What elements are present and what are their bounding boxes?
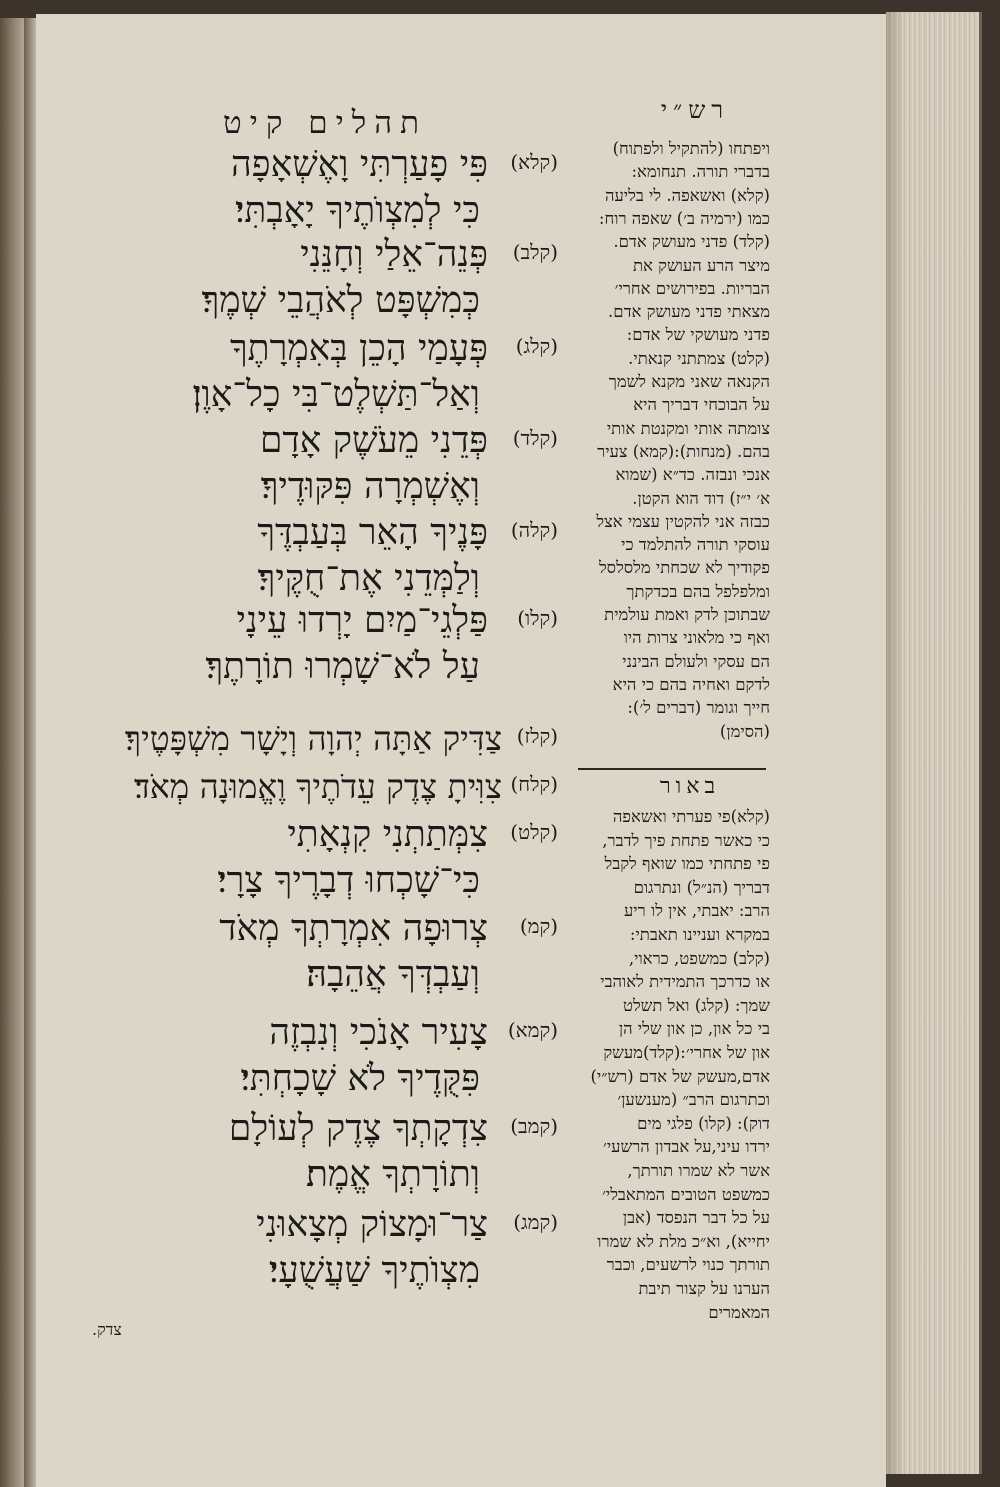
biur-title: באור: [659, 774, 721, 799]
commentary-line: על הבוכחי דבריך היא: [633, 395, 770, 415]
verse-number: (קלט): [510, 820, 558, 844]
verse-text: כִּי־שָׁכְחוּ דְבָרֶיךָ צָרָי׃: [217, 860, 480, 901]
verse-line: [60, 812, 560, 858]
verse-number: (קלג): [515, 334, 558, 358]
commentary-line: מצאתי פדני מעושק אדם.: [608, 302, 770, 322]
verse-text: פְּעָמַי הָכֵן בְּאִמְרָתֶךָ: [230, 328, 488, 369]
verse-text: עַל לֹא־שָׁמְרוּ תוֹרָתֶךָ׃: [205, 646, 480, 687]
commentary-line: לדקם ואחיה בהם כי היא: [612, 674, 770, 694]
verse-number: (קמג): [513, 1210, 558, 1234]
verse-line: [60, 372, 560, 418]
commentary-line: יחייא), וא״כ מלת לא שמרו: [597, 1231, 770, 1251]
verse-line: [60, 906, 560, 952]
verse-text: צַר־וּמָצוֹק מְצָאוּנִי: [256, 1204, 488, 1245]
verse-text: צַדִּיק אַתָּה יְהוָה וְיָשָׁר מִשְׁפָּטֶיךָ׃: [124, 719, 502, 758]
commentary-line: או כדרכך התמידית לאוהבי: [600, 972, 770, 992]
verse-text: צִדְקָתְךָ צֶדֶק לְעוֹלָם: [228, 1108, 488, 1149]
commentary-line: בי כל און, כן און שלי הן: [618, 1019, 770, 1039]
verse-text: מִצְוֺתֶיךָ שַׁעֲשֻׁעָי׃: [268, 1250, 480, 1291]
verse-line: [60, 556, 560, 602]
commentary-line: ואף כי מלאוני צרות היו: [623, 628, 770, 648]
commentary-line: ירדו עיני,על אבדון הרשעי׳: [603, 1137, 770, 1157]
verse-line: [60, 858, 560, 904]
commentary-line: כבזה אני להקטין עצמי אצל: [596, 511, 770, 531]
commentary-line: אדם,מעשק של אדם (רש״י): [590, 1066, 770, 1086]
verse-number: (קלה): [510, 518, 558, 542]
verse-line: [60, 952, 560, 998]
verse-number: (קלב): [512, 240, 558, 264]
commentary-line: ומלפלפל בהם בכדקתך: [626, 581, 770, 601]
commentary-line: אשר לא שמרו תורתך,: [627, 1161, 770, 1180]
verse-text: פָּנֶיךָ הָאֵר בְּעַבְדֶּךָ: [257, 512, 488, 553]
commentary-line: הם עסקי ולעולם הבינני: [622, 651, 770, 671]
commentary-line: כמשפט הטובים המתאבלי׳: [602, 1184, 770, 1204]
verse-line: [60, 418, 560, 464]
biur-divider: [578, 768, 766, 770]
verse-line: [60, 1152, 560, 1198]
commentary-line: המאמרים: [708, 1302, 770, 1322]
verse-number: (קמ): [519, 914, 558, 938]
commentary-line: און של אחרי׳:(קלד)מעשק: [603, 1043, 770, 1062]
verse-text: וְאֶשְׁמְרָה פִּקּוּדֶיךָ׃: [260, 466, 480, 507]
verse-text: וְלַמְּדֵנִי אֶת־חֻקֶּיךָ׃: [257, 558, 480, 599]
commentary-line: כמו (ירמיה ב׳) שאפה רוח:: [598, 208, 770, 228]
page-title: תהלים קיט: [222, 105, 427, 141]
verse-line: [60, 716, 560, 762]
commentary-line: אנכי ונבזה. כד״א (שמוא: [615, 465, 770, 485]
commentary-line: פדני מעושקי של אדם:: [626, 325, 770, 345]
verse-text: צִמְּתַתְנִי קִנְאָתִי: [287, 814, 488, 855]
commentary-line: תורתך כנוי לרשעים, וכבר: [606, 1255, 770, 1275]
commentary-line: עוסקי תורה להתלמד כי: [621, 535, 770, 555]
verse-text: כִּי לְמִצְוֺתֶיךָ יָאָבְתִּי׃: [234, 190, 480, 231]
commentary-line: (קלא) ואשאפה. לי בליעה: [604, 185, 770, 205]
commentary-line: חייך וגומר (דברים ל׳):: [627, 698, 770, 718]
verse-number: (קמא): [507, 1018, 558, 1042]
commentary-line: בדברי תורה. תנחומא:: [631, 162, 770, 182]
verse-line: [60, 510, 560, 556]
commentary-line: (קלד) פדני מעושק אדם.: [613, 232, 770, 252]
left-page-edge: [0, 18, 26, 1487]
verse-text: צְרוּפָה אִמְרָתְךָ מְאֹד: [219, 908, 488, 949]
commentary-line: שבתוכן לדק ואמת עולמית: [604, 605, 770, 624]
verse-number: (קמב): [510, 1114, 558, 1138]
commentary-line: בהם. (מנחות):(קמא) צעיר: [597, 441, 770, 461]
commentary-line: (קלא)פי פערתי ואשאפה: [612, 807, 770, 826]
verse-text: פְּדֵנִי מֵעֹשֶׁק אָדָם: [259, 420, 488, 461]
commentary-line: הבריות. בפירושים אחרי׳: [614, 278, 770, 298]
verse-text: פִּקֻּדֶיךָ לֹא שָׁכָחְתִּי׃: [240, 1058, 480, 1099]
verse-text: צָעִיר אָנֹכִי וְנִבְזֶה: [269, 1012, 488, 1053]
verse-line: [60, 1010, 560, 1056]
verse-text: וְעַבְדְּךָ אֲהֵבָהּ׃: [306, 954, 480, 995]
commentary-line: דוק): (קלו) פלגי מים: [637, 1113, 770, 1133]
commentary-line: ויפתחו (להתקיל ולפתוח): [612, 139, 770, 158]
verse-line: [60, 232, 560, 278]
verse-number: (קלד): [512, 426, 558, 450]
commentary-line: במקרא ועניינו תאבתי:: [629, 925, 770, 944]
verse-text: פַּלְגֵי־מַיִם יָרְדוּ עֵינָי: [236, 600, 488, 641]
commentary-line: הרב: יאבתי, אין לו ריע: [623, 901, 770, 921]
verse-text: צִוִּיתָ צֶדֶק עֵדֹתֶיךָ וֶאֱמוּנָה מְאֹד׃: [133, 767, 502, 806]
commentary-line: על כל דבר הנפסד (אבן: [622, 1208, 770, 1228]
page-block-shade: [886, 12, 904, 1474]
commentary-line: הקנאה שאני מקנא לשמך: [608, 372, 770, 391]
commentary-line: מיצר הרע העושק את: [632, 255, 770, 275]
verse-text: פִּי פָעַרְתִּי וָאֶשְׁאָפָה: [231, 144, 488, 185]
verse-line: [60, 188, 560, 234]
verse-number: (קלא): [510, 150, 558, 174]
verse-line: [60, 644, 560, 690]
verse-line: [60, 278, 560, 324]
commentary-line: צומתה אותי ומקנטת אותי: [606, 418, 770, 438]
commentary-line: א׳ י״ז) דוד הוא הקטן.: [632, 488, 770, 508]
verse-line: [60, 326, 560, 372]
verse-line: [60, 764, 560, 810]
verse-number: (קלח): [510, 772, 558, 796]
verse-text: וְתוֹרָתְךָ אֱמֶת׃: [305, 1154, 480, 1195]
commentary-line: פקודיך לא שכחתי מלסלסל: [598, 558, 770, 578]
catchword: צדק.: [92, 1320, 122, 1339]
verse-line: [60, 1202, 560, 1248]
verse-number: (קלו): [517, 606, 558, 630]
verse-number: (קלז): [516, 724, 558, 748]
verse-line: [60, 1248, 560, 1294]
commentary-line: (קלב) כמשפט, כראוי,: [628, 948, 770, 968]
verse-line: [60, 142, 560, 188]
commentary-line: כי כאשר פתחת פיך לדבר,: [602, 830, 770, 850]
commentary-line: וכתרגום הרב״ (מענשען׳: [617, 1090, 770, 1110]
commentary-line: הערנו על קצור תיבת: [638, 1279, 770, 1298]
commentary-line: (קלט) צמתתני קנאתי.: [628, 348, 770, 368]
commentary-line: (הסימן): [719, 721, 770, 741]
verse-line: [60, 464, 560, 510]
verse-line: [60, 598, 560, 644]
verse-text: כְּמִשְׁפָּט לְאֹהֲבֵי שְׁמֶךָ׃: [201, 280, 480, 321]
verse-text: וְאַל־תַּשְׁלֶט־בִּי כָל־אָוֶן׃: [192, 374, 480, 415]
verse-line: [60, 1106, 560, 1152]
verse-text: פְּנֵה־אֵלַי וְחָנֵּנִי: [300, 234, 488, 275]
commentary-line: דבריך (הנ״ל) ונתרגום: [633, 877, 770, 897]
verse-line: [60, 1056, 560, 1102]
commentary-line: פי פתחתי כמו שואף לקבל: [604, 854, 770, 874]
commentary-line: שמך: (קלג) ואל תשלט: [622, 995, 770, 1015]
rashi-title: רש״י: [660, 96, 730, 124]
